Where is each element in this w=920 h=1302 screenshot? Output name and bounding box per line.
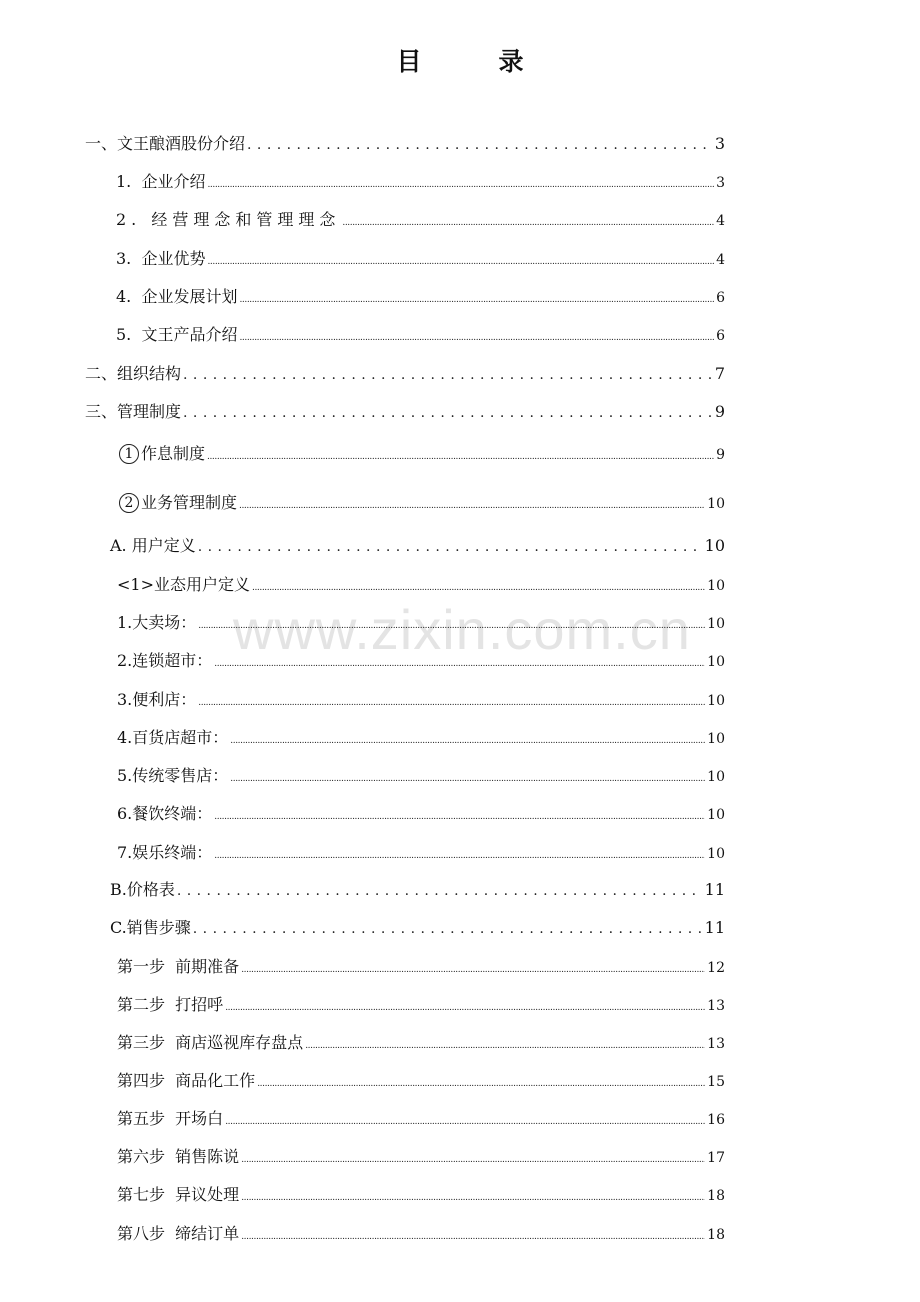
- toc-leader: [239, 325, 714, 344]
- toc-entry[interactable]: [110, 877, 725, 901]
- toc-leader: [198, 613, 705, 632]
- toc-entry-page: 3: [714, 134, 725, 153]
- toc-leader: [207, 172, 714, 191]
- toc-entry[interactable]: [116, 284, 725, 308]
- toc-entry-page: 4: [716, 213, 725, 229]
- toc-entry-page: 16: [707, 1112, 725, 1128]
- toc-leader: [198, 536, 703, 555]
- toc-entry-page: 9: [716, 447, 725, 463]
- toc-entry[interactable]: [117, 610, 725, 634]
- toc-entry-label: 3. 企业优势: [116, 249, 206, 268]
- toc-entry-label: 二、组织结构: [85, 364, 182, 383]
- toc-entry-label: 第七步 异议处理: [117, 1185, 240, 1204]
- toc-entry-page: 10: [704, 536, 725, 555]
- toc-leader: [342, 210, 714, 229]
- toc-entry-page: 10: [707, 693, 725, 709]
- toc-entry[interactable]: [85, 131, 725, 155]
- toc-leader: [239, 287, 714, 306]
- toc-entry[interactable]: [117, 1106, 725, 1130]
- toc-entry-label: 第五步 开场白: [117, 1109, 224, 1128]
- toc-entry-label: 2. 经营理念和管理理念: [116, 210, 341, 229]
- toc-entry[interactable]: [117, 687, 725, 711]
- toc-entry-label: 第一步 前期准备: [117, 957, 240, 976]
- toc-entry[interactable]: [117, 801, 725, 825]
- toc-entry-label: 第六步 销售陈说: [117, 1147, 240, 1166]
- toc-entry[interactable]: [119, 441, 725, 465]
- toc-entry-page: 3: [716, 175, 725, 191]
- toc-leader: [257, 1071, 705, 1090]
- toc-entry-page: 10: [707, 769, 725, 785]
- toc-entry-label: A. 用户定义: [110, 536, 196, 555]
- toc-leader: [214, 651, 705, 670]
- toc-leader: [177, 880, 703, 899]
- toc-leader: [241, 1185, 705, 1204]
- toc-entry[interactable]: [116, 322, 725, 346]
- toc-entry-label: 7.娱乐终端：: [117, 843, 213, 862]
- toc-entry-label: 5.传统零售店：: [117, 766, 229, 785]
- toc-entry-page: 10: [707, 578, 725, 594]
- toc-entry-page: 11: [704, 918, 725, 937]
- toc-entry-label: 第四步 商品化工作: [117, 1071, 256, 1090]
- toc-entry-page: 4: [716, 252, 725, 268]
- toc-entry-page: 11: [704, 880, 725, 899]
- toc-leader: [239, 493, 705, 512]
- toc-entry-page: 10: [707, 616, 725, 632]
- toc-leader: [214, 804, 705, 823]
- toc-entry-label: 2.连锁超市：: [117, 651, 213, 670]
- toc-leader: [207, 249, 714, 268]
- toc-entry-label: 6.餐饮终端：: [117, 804, 213, 823]
- toc-leader: [241, 1224, 705, 1243]
- toc-leader: [183, 364, 713, 383]
- toc-entry-label: 5. 文王产品介绍: [116, 325, 238, 344]
- toc-entry[interactable]: [116, 207, 725, 231]
- toc-entry[interactable]: [85, 399, 725, 423]
- toc-entry[interactable]: [117, 992, 725, 1016]
- toc-entry-label: 一、文王酿酒股份介绍: [85, 134, 246, 153]
- toc-entry[interactable]: [117, 1068, 725, 1092]
- toc-entry-label: 三、管理制度: [85, 402, 182, 421]
- toc-entry-page: 9: [714, 402, 725, 421]
- toc-entry-page: 12: [707, 960, 725, 976]
- toc-leader: [241, 957, 705, 976]
- toc-entry-label: 1. 企业介绍: [116, 172, 206, 191]
- toc-entry-page: 10: [707, 807, 725, 823]
- toc-entry[interactable]: [117, 1182, 725, 1206]
- toc-entry[interactable]: [116, 169, 725, 193]
- toc-entry-label: 业务管理制度: [141, 493, 238, 512]
- toc-entry-page: 10: [707, 654, 725, 670]
- toc-leader: [241, 1147, 705, 1166]
- toc-leader: [247, 134, 713, 153]
- toc-leader: [193, 918, 703, 937]
- toc-entry-page: 17: [707, 1150, 725, 1166]
- toc-entry[interactable]: [117, 1144, 725, 1168]
- toc-leader: [225, 995, 705, 1014]
- toc-entry-label: 4. 企业发展计划: [116, 287, 238, 306]
- toc-leader: [183, 402, 713, 421]
- toc-entry[interactable]: [116, 246, 725, 270]
- toc-entry[interactable]: [117, 648, 725, 672]
- toc-entry[interactable]: [119, 490, 725, 514]
- toc-entry-page: 6: [716, 290, 725, 306]
- toc-entry-page: 10: [707, 496, 725, 512]
- toc-entry-page: 13: [707, 998, 725, 1014]
- toc-entry-label: 第二步 打招呼: [117, 995, 224, 1014]
- toc-entry[interactable]: [117, 725, 725, 749]
- toc-leader: [214, 843, 705, 862]
- toc-leader: [207, 444, 714, 463]
- watermark: www.zixin.com.cn: [233, 598, 691, 661]
- toc-leader: [225, 1109, 705, 1128]
- toc-entry-page: 18: [707, 1227, 725, 1243]
- toc-entry-label: <1>业态用户定义: [117, 575, 250, 594]
- toc-leader: [230, 766, 705, 785]
- toc-entry-label: 3.便利店：: [117, 690, 197, 709]
- toc-entry-page: 18: [707, 1188, 725, 1204]
- toc-entry-label: 作息制度: [141, 444, 206, 463]
- circled-number-icon: 2: [119, 493, 139, 513]
- toc-entry[interactable]: [110, 533, 725, 557]
- toc-entry[interactable]: [117, 1030, 725, 1054]
- toc-leader: [198, 690, 705, 709]
- toc-entry[interactable]: [110, 915, 725, 939]
- toc-entry[interactable]: [117, 572, 725, 596]
- toc-entry-label: B.价格表: [110, 880, 175, 899]
- toc-entry-page: 13: [707, 1036, 725, 1052]
- toc-entry-label: 第三步 商店巡视库存盘点: [117, 1033, 304, 1052]
- toc-entry[interactable]: [85, 361, 725, 385]
- toc-entry-page: 10: [707, 846, 725, 862]
- toc-entry-page: 6: [716, 328, 725, 344]
- toc-entry-label: 1.大卖场：: [117, 613, 197, 632]
- toc-entry-label: C.销售步骤: [110, 918, 191, 937]
- toc-entry-page: 15: [707, 1074, 725, 1090]
- toc-entry-label: 第八步 缔结订单: [117, 1224, 240, 1243]
- toc-leader: [230, 728, 705, 747]
- toc-entry-page: 7: [714, 364, 725, 383]
- toc-entry[interactable]: [117, 840, 725, 864]
- toc-entry-page: 10: [707, 731, 725, 747]
- toc-entry[interactable]: [117, 763, 725, 787]
- toc-leader: [252, 575, 705, 594]
- toc-leader: [305, 1033, 705, 1052]
- page-title: 目 录: [396, 47, 550, 76]
- circled-number-icon: 1: [119, 444, 139, 464]
- toc-entry[interactable]: [117, 954, 725, 978]
- toc-entry[interactable]: [117, 1221, 725, 1245]
- toc-entry-label: 4.百货店超市：: [117, 728, 229, 747]
